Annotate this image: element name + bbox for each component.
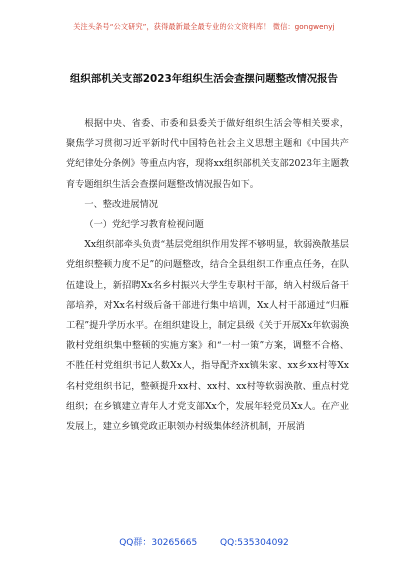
subsection-heading: （一）党纪学习教育检视问题 [84, 219, 204, 231]
document-body [66, 114, 349, 437]
intro-paragraph: 根据中央、省委、市委和县委关于做好组织生活会等相关要求，聚焦学习贯彻习近平新时代中国特色社会主义思想主题和《中国共产党纪律处分条例》等重点内容，现将xx组织部机关支部2023年主题教育专题组织生活会查摆问题整改情况报告如下。 [66, 118, 349, 190]
section-heading: 一、整改进展情况 [84, 198, 158, 210]
qq-group-text: QQ群：30265665 [119, 538, 198, 548]
document-title: 组织部机关支部2023年组织生活会查摆问题整改情况报告 [70, 73, 338, 85]
promo-banner: 关注头条号“公文研究”，获得最新最全最专业的公文资料库！ 微信：gongwenyj [73, 22, 335, 31]
contact-footer [0, 535, 408, 548]
body-paragraph: Xx组织部牵头负责“基层党组织作用发挥不够明显，软弱涣散基层党组织整顿力度不足”的问题整改，结合全县组织工作重点任务，在队伍建设上，新招聘Xx名乡村振兴大学生专职村干部，纳入村级后备干部培养，对Xx名村级后备干部进行集中培训，Xx人村干部通过“归雁工程”提升学历水平。在组织建设上，制定县级《关于开展Xx年软弱涣散村党组织集中整顿的实施方案》和“一村一策”方案，调整不合格、不胜任村党组织书记人数Xx人，指导配齐xx镇朱家、xx乡xx村等Xx名村党组织书记，整顿提升xx村、xx村、xx村等软弱涣散、重点村党组织；在乡镇建立青年人才党支部Xx个，发展年轻党员Xx人。在产业发展上，建立乡镇党政正职领办村级集体经济机制，开展消 [66, 239, 349, 433]
qq-number-text: QQ:535304092 [220, 538, 289, 548]
